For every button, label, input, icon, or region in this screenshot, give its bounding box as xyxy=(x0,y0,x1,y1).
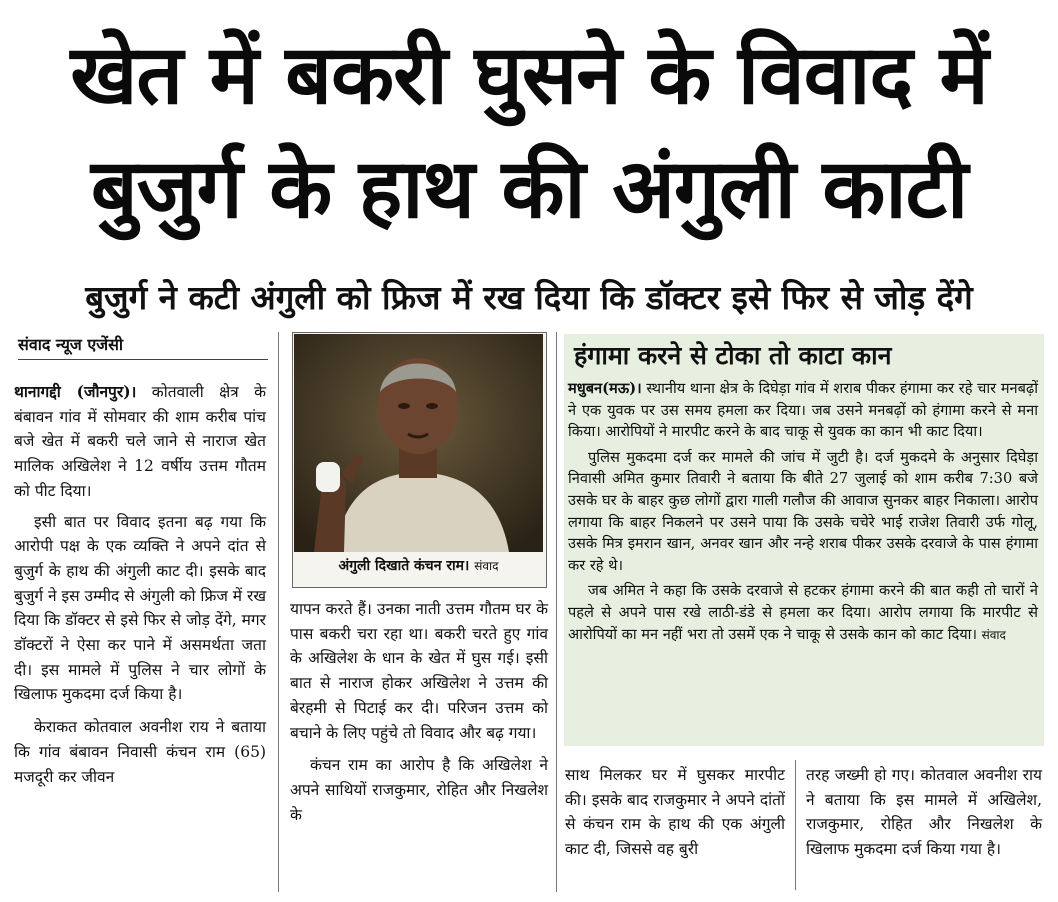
photo-illustration xyxy=(294,334,543,552)
story-paragraph-5: कंचन राम का आरोप है कि अखिलेश ने अपने साथियों राजकुमार, रोहित और निखलेश के xyxy=(290,756,548,824)
sidebar-paragraph-1-text: स्थानीय थाना क्षेत्र के दिघेड़ा गांव में शराब पीकर हंगामा कर रहे चार मनबढ़ों ने एक युवक पर उस समय हमला कर दिया। जब उसने मनबढ़ों को हंगामा करने से मना किया। आरोपियों ने मारपीट करने के बाद चाकू से युवक का कान भी काट दिया। xyxy=(568,380,1038,441)
story-paragraph-1 xyxy=(14,380,266,504)
photo-credit: संवाद xyxy=(474,559,499,573)
story-paragraph-7: तरह जख्मी हो गए। कोतवाल अवनीश राय ने बताया कि इस मामले में अखिलेश, राजकुमार, रोहित और निखलेश के खिलाफ मुकदमा दर्ज किया गया है। xyxy=(806,766,1042,859)
sidebar-credit: संवाद xyxy=(981,627,1006,642)
photo-elderly-man xyxy=(294,334,543,552)
sidebar-paragraph-1 xyxy=(568,378,1038,443)
subheadline: बुजुर्ग ने कटी अंगुली को फ्रिज में रख दिया कि डॉक्टर इसे फिर से जोड़ देंगे xyxy=(85,278,973,317)
story-column-3 xyxy=(565,763,785,862)
story-column-2 xyxy=(290,597,548,827)
sidebar-title: हंगामा करने से टोका तो काटा कान xyxy=(574,341,892,370)
sidebar-paragraph-3-text: जब अमित ने कहा कि उसके दरवाजे से हटकर हंगामा करने की बात कही तो चारों ने पहले से अपने पास रखे लाठी-डंडे से हमला कर दिया। आरोप लगाया कि मारपीट से आरोपियों का मन नहीं भरा तो उसमें एक ने चाकू से उसके कान को काट दिया। xyxy=(568,582,1038,643)
story-paragraph-4: यापन करते हैं। उनका नाती उत्तम गौतम घर के पास बकरी चरा रहा था। बकरी चरते हुए गांव के अखिलेश के धान के खेत में घुस गई। इसी बात से नाराज होकर अखिलेश ने उत्तम की बेरहमी से पिटाई कर दी। परिजन उत्तम को बचाने के लिए पहुंचे तो विवाद और बढ़ गया। xyxy=(290,600,548,742)
photo-caption xyxy=(292,556,545,575)
story-paragraph-6: साथ मिलकर घर में घुसकर मारपीट की। इसके बाद राजकुमार ने अपने दांतों से कंचन राम के हाथ की एक अंगुली काट दी, जिससे वह बुरी xyxy=(565,766,785,859)
story-column-4 xyxy=(806,763,1042,862)
column-divider-1 xyxy=(278,332,279,892)
story-paragraph-2: इसी बात पर विवाद इतना बढ़ गया कि आरोपी पक्ष के एक व्यक्ति ने अपने दांत से बुजुर्ग के हाथ की अंगुली काट दी। इसके बाद बुजुर्ग ने इस उम्मीद से अंगुली को फ्रिज में रख दिया कि डॉक्टर से इसे फिर से जोड़ देंगे, मगर डॉक्टरों ने ऐसा कर पाने में असमर्थता जता दी। इस मामले में पुलिस ने चार लोगों के खिलाफ मुकदमा दर्ज किया है। xyxy=(14,512,266,704)
story-column-1 xyxy=(14,380,266,789)
sidebar-body xyxy=(568,378,1038,646)
headline-line-1: खेत में बकरी घुसने के विवाद में xyxy=(70,28,988,123)
story-paragraph-1-text: कोतवाली क्षेत्र के बंबावन गांव में सोमवार की शाम करीब पांच बजे खेत में बकरी चले जाने से नाराज खेत मालिक अखिलेश ने 12 वर्षीय उत्तम गौतम को पीट दिया। xyxy=(14,383,267,500)
photo-caption-text: अंगुली दिखाते कंचन राम। xyxy=(338,558,470,574)
byline: संवाद न्यूज एजेंसी xyxy=(18,333,268,360)
column-divider-3 xyxy=(795,760,796,890)
sidebar-dateline: मधुबन(मऊ)। xyxy=(568,380,642,397)
dateline: थानागद्दी (जौनपुर)। xyxy=(14,382,137,401)
sidebar-paragraph-3 xyxy=(568,580,1038,646)
sidebar-paragraph-2: पुलिस मुकदमा दर्ज कर मामले की जांच में जुटी है। दर्ज मुकदमे के अनुसार दिघेड़ा निवासी अमित कुमार तिवारी ने बताया कि बीते 27 जुलाई को शाम करीब 7:30 बजे उसके घर के बाहर कुछ लोगों द्वारा गाली गलौज की आवाज सुनकर बाहर निकाला। आरोप लगाया कि बाहर निकलने पर उसने पाया कि उसके चचेरे भाई राजेश तिवारी उर्फ गोलू, उसके मित्र इमरान खान, अनवर खान और नन्हे शराब पीकर उसके दरवाजे के पास हंगामा कर रहे थे। xyxy=(568,448,1038,574)
headline-line-2: बुजुर्ग के हाथ की अंगुली काटी xyxy=(90,142,968,237)
column-divider-2 xyxy=(556,332,557,892)
story-paragraph-3: केराकत कोतवाल अवनीश राय ने बताया कि गांव बंबावन निवासी कंचन राम (65) मजदूरी कर जीवन xyxy=(14,718,266,786)
